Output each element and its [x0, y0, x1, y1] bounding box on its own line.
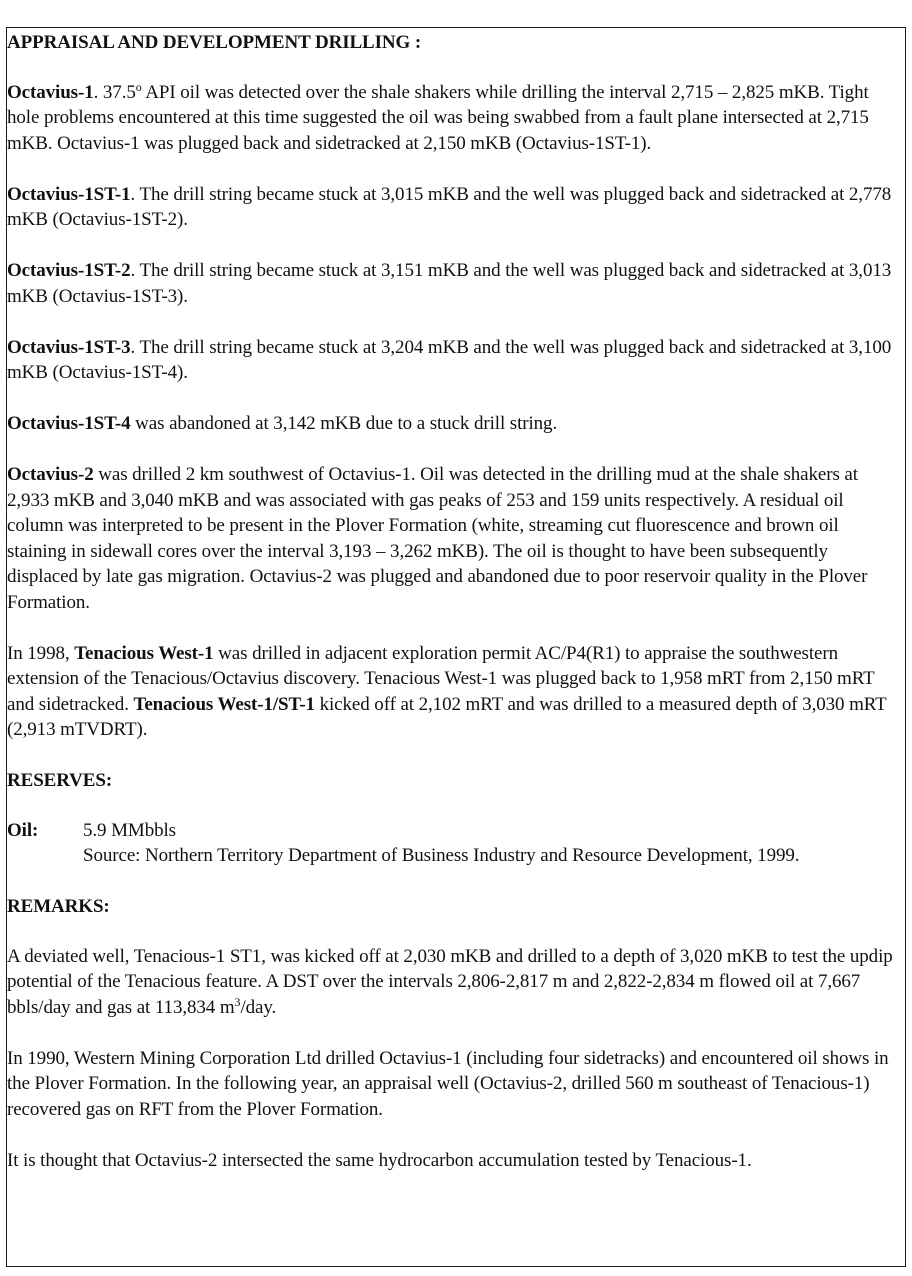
well-name: Octavius-1ST-4: [7, 413, 131, 434]
octavius-1st-1-paragraph: [7, 182, 897, 233]
octavius-1-paragraph: [7, 80, 897, 157]
paragraph-text: . The drill string became stuck at 3,015 mKB and the well was plugged back and sidetracked at 2,778 mKB (Octavius-1ST-2).: [7, 183, 892, 230]
oil-reserve-row: [7, 818, 897, 869]
well-name: Octavius-1ST-3: [7, 336, 131, 358]
well-name: Octavius-1: [7, 81, 94, 103]
octavius-1st-2-paragraph: [7, 258, 897, 309]
document-content: [7, 30, 897, 1199]
paragraph-text: was drilled in adjacent exploration permit AC/P4(R1) to appraise the southwestern extension of the Tenacious/Octavius discovery. Tenacious West-1 was plugged back to 1,958 mRT from 2,150 mRT and sidetracked.: [7, 642, 875, 715]
well-name: Tenacious West-1/ST-1: [133, 693, 315, 715]
paragraph-text: was abandoned at 3,142 mKB due to a stuck drill string.: [130, 413, 558, 434]
reserve-source: Source: Northern Territory Department of Business Industry and Resource Development, 1999.: [83, 845, 800, 866]
paragraph-text: In 1998,: [7, 642, 75, 664]
cubed-superscript: 3: [234, 994, 241, 1009]
degree-superscript: o: [135, 79, 142, 94]
remarks-paragraph-2: In 1990, Western Mining Corporation Ltd drilled Octavius-1 (including four sidetracks) and encountered oil shows in the Plover Formation. In the following year, an appraisal well (Octavius-2, drilled 560 m southeast of Tenacious-1) recovered gas on RFT from the Plover Formation.: [7, 1047, 889, 1120]
paragraph-text: . The drill string became stuck at 3,204 mKB and the well was plugged back and sidetracked at 3,100 mKB (Octavius-1ST-4).: [7, 336, 892, 383]
paragraph-text: . The drill string became stuck at 3,151 mKB and the well was plugged back and sidetracked at 3,013 mKB (Octavius-1ST-3).: [7, 260, 892, 307]
octavius-1st-4-paragraph: [7, 411, 897, 437]
remarks-paragraph-1: [7, 944, 897, 1021]
paragraph-text: A deviated well, Tenacious-1 ST1, was kicked off at 2,030 mKB and drilled to a depth of 3,020 mKB to test the updip potential of the Tenacious feature. A DST over the intervals 2,806-2,817 m and 2,822-2,834 m flowed oil at 7,667 bbls/day and gas at 113,834 m: [7, 945, 893, 1018]
paragraph-text: was drilled 2 km southwest of Octavius-1. Oil was detected in the drilling mud at the shale shakers at 2,933 mKB and 3,040 mKB and was associated with gas peaks of 253 and 159 units respectively. A residual oil column was interpreted to be present in the Plover Formation (white, streaming cut fluorescence and brown oil staining in sidewall cores over the interval 3,193 – 3,262 mKB). The oil is thought to have been subsequently displaced by late gas migration. Octavius-2 was plugged and abandoned due to poor reservoir quality in the Plover Formation.: [7, 464, 868, 613]
paragraph-text: API oil was detected over the shale shakers while drilling the interval 2,715 – 2,825 mKB. Tight hole problems encountered at this time suggested the oil was being swabbed from a fault plane intersected at 2,715 mKB. Octavius-1 was plugged back and sidetracked at 2,150 mKB (Octavius-1ST-1).: [7, 81, 869, 154]
well-name: Tenacious West-1: [74, 642, 214, 664]
oil-reserve-details: [83, 818, 897, 869]
well-name: Octavius-2: [7, 464, 94, 485]
well-name: Octavius-1ST-2: [7, 260, 131, 281]
oil-value: 5.9 MMbbls: [83, 819, 176, 841]
tenacious-west-paragraph: [7, 641, 897, 743]
remarks-paragraph-3: It is thought that Octavius-2 intersected the same hydrocarbon accumulation tested by Tenacious-1.: [7, 1149, 752, 1171]
oil-label: Oil:: [7, 819, 39, 841]
paragraph-text: /day.: [240, 996, 277, 1018]
paragraph-text: . 37.5: [93, 81, 136, 103]
reserves-heading: RESERVES:: [7, 770, 113, 791]
remarks-heading: REMARKS:: [7, 896, 110, 917]
paragraph-text: kicked off at 2,102 mRT and was drilled to a measured depth of 3,030 mRT (2,913 mTVDRT).: [7, 693, 887, 740]
well-name: Octavius-1ST-1: [7, 183, 131, 205]
appraisal-heading: APPRAISAL AND DEVELOPMENT DRILLING :: [7, 32, 422, 53]
octavius-1st-3-paragraph: [7, 335, 897, 386]
octavius-2-paragraph: [7, 462, 897, 615]
